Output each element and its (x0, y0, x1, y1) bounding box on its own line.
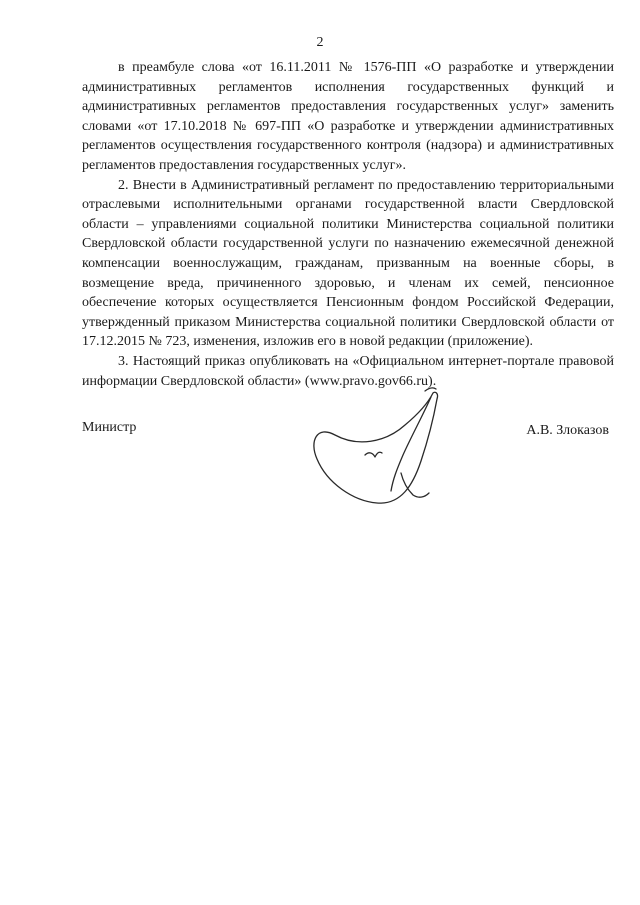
paragraph-publication-order: 3. Настоящий приказ опубликовать на «Официальном интернет-портале правовой информации Свердловской области» (www.pravo.gov66.ru). (82, 353, 614, 389)
signatory-name: А.В. Злоказов (526, 423, 609, 438)
paragraph-preamble-amendment: в преамбуле слова «от 16.11.2011 № 1576-ПП «О разработке и утверждении административных регламентов исполнения государственных функций и административных регламентов предоставления государственных услуг» заменить словами «от 17.10.2018 № 697-ПП «О разработке и утверждении административных регламентов осуществления государственного контроля (надзора) и административных регламентов предоставления государственных услуг». (82, 60, 614, 173)
paragraph-regulation-amendment: 2. Внести в Административный регламент по предоставлению территориальными отраслевыми исполнительными органами государственной власти Свердловской области – управлениями социальной политики Министерства социальной политики Свердловской области государственной услуги по назначению ежемесячной денежной компенсации военнослужащим, гражданам, призванным на военные сборы, в возмещение вреда, причиненного здоровью, и членам их семей, пенсионное обеспечение которых осуществляется Пенсионным фондом Российской Федерации, утвержденный приказом Министерства социальной политики Свердловской области от 17.12.2015 № 723, изменения, изложив его в новой редакции (приложение). (82, 177, 614, 350)
page-number: 2 (316, 35, 324, 50)
signatory-title: Министр (82, 420, 137, 435)
document-body (82, 58, 614, 391)
handwritten-signature (305, 385, 460, 520)
